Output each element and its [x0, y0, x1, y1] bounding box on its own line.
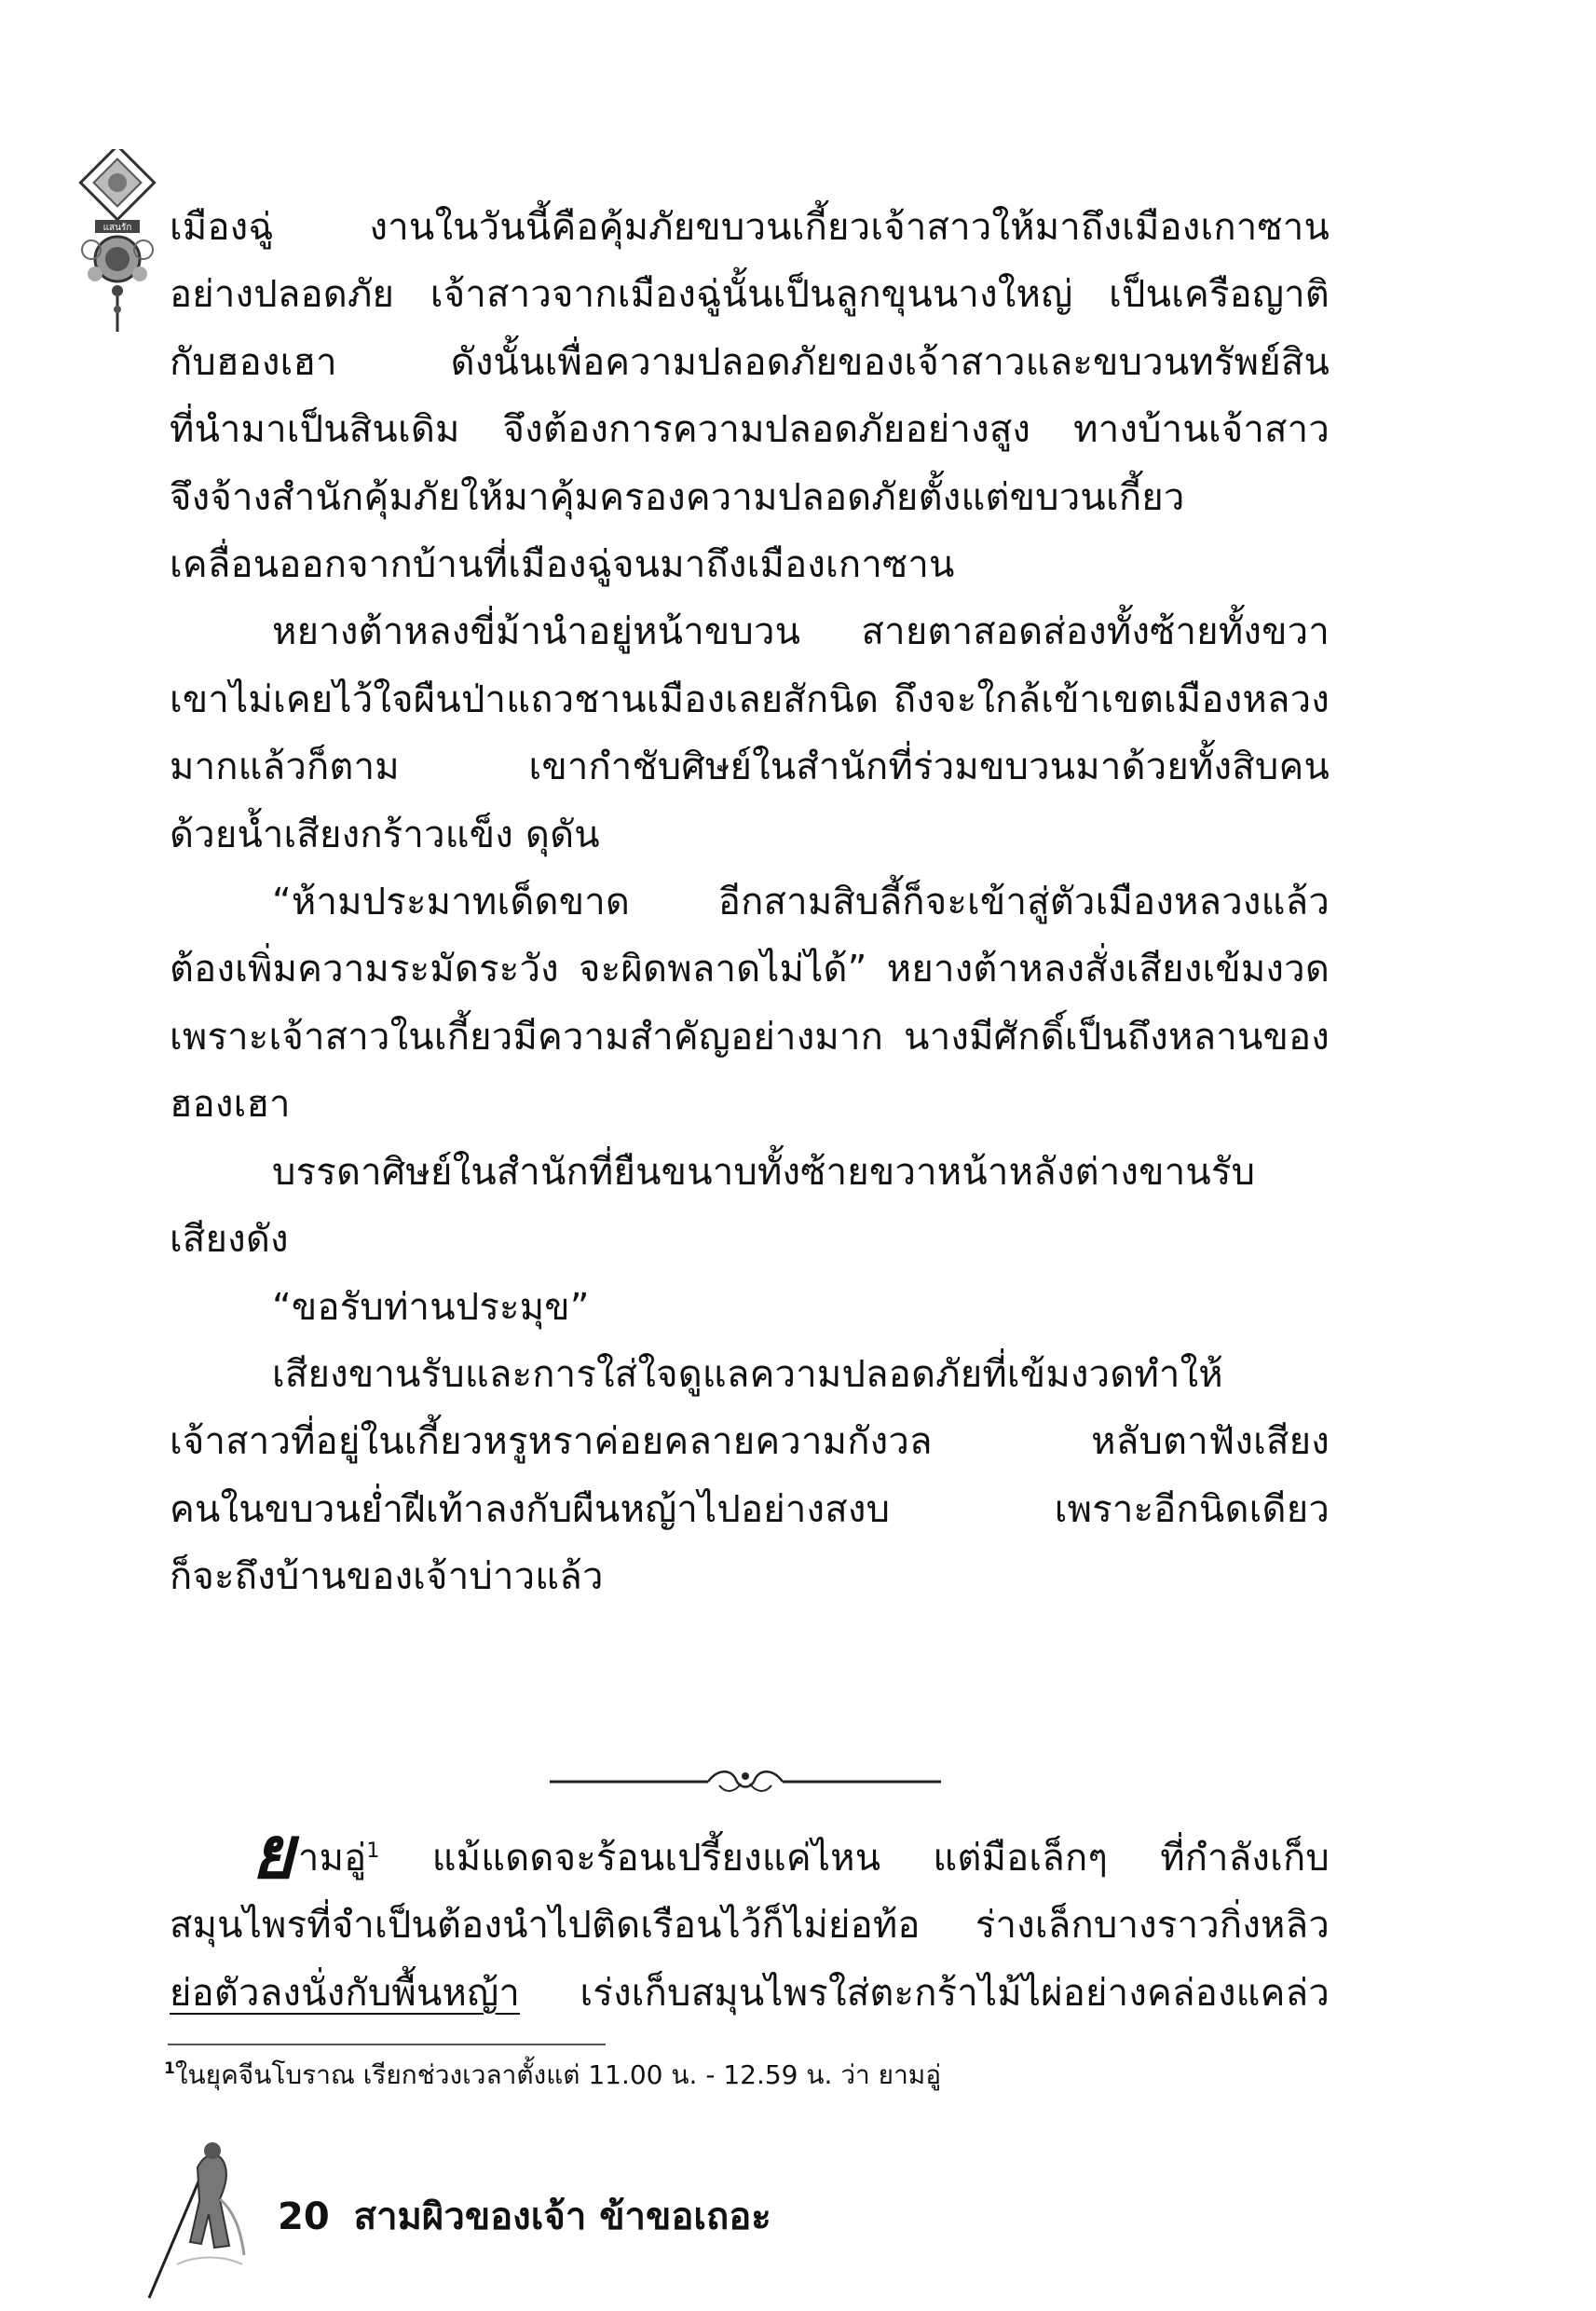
text-line: ก็จะถึงบ้านของเจ้าบ่าวแล้ว: [170, 1555, 604, 1599]
text-segment: แม้แดดจะร้อนเปรี้ยงแค่ไหน แต่มือเล็กๆ ที่กำลังเก็บ: [379, 1837, 1330, 1880]
running-footer: [278, 2186, 771, 2246]
swordsman-figure-illustration: [140, 2125, 252, 2302]
text-line: “ขอรับท่านประมุข”: [272, 1285, 590, 1329]
text-line: ที่นำมาเป็นสินเดิม จึงต้องการความปลอดภัยอย่างสูง ทางบ้านเจ้าสาว: [170, 408, 1330, 452]
footnote-marker: 1: [164, 2059, 175, 2078]
drop-cap: ย: [252, 1825, 294, 1893]
text-line: มากแล้วก็ตาม เขากำชับศิษย์ในสำนักที่ร่วมขบวนมาด้วยทั้งสิบคน: [170, 745, 1330, 789]
text-line: บรรดาศิษย์ในสำนักที่ยืนขนาบทั้งซ้ายขวาหน้าหลังต่างขานรับ: [272, 1150, 1256, 1194]
footnote-reference[interactable]: 1: [366, 1839, 380, 1863]
text-line: จึงจ้างสำนักคุ้มภัยให้มาคุ้มครองความปลอดภัยตั้งแต่ขบวนเกี้ยว: [170, 475, 1185, 519]
text-line: เจ้าสาวที่อยู่ในเกี้ยวหรูหราค่อยคลายความกังวล หลับตาฟังเสียง: [170, 1420, 1330, 1464]
text-line: ฮองเฮา: [170, 1083, 291, 1127]
text-line: สมุนไพรที่จำเป็นต้องนำไปติดเรือนไว้ก็ไม่ย่อท้อ ร่างเล็กบางราวกิ่งหลิว: [170, 1904, 1330, 1948]
page-number: 20: [278, 2195, 330, 2238]
text-line: ต้องเพิ่มความระมัดระวัง จะผิดพลาดไม่ได้” หยางต้าหลงสั่งเสียงเข้มงวด: [170, 948, 1330, 991]
publisher-emblem-ornament: [63, 149, 175, 335]
first-word: ามอู่: [297, 1837, 367, 1880]
section-opening-line: [170, 1825, 1330, 1892]
book-title: สามผิวของเจ้า ข้าขอเถอะ: [353, 2195, 771, 2238]
main-text-body: [170, 194, 1330, 1611]
text-line: คนในขบวนย่ำฝีเท้าลงกับผืนหญ้าไปอย่างสงบ เพราะอีกนิดเดียว: [170, 1487, 1330, 1531]
text-line: อย่างปลอดภัย เจ้าสาวจากเมืองฉู่นั้นเป็นลูกขุนนางใหญ่ เป็นเครือญาติ: [170, 273, 1330, 317]
text-line: เขาไม่เคยไว้ใจผืนป่าแถวชานเมืองเลยสักนิด ถึงจะใกล้เข้าเขตเมืองหลวง: [170, 677, 1330, 721]
text-segment: เร่งเก็บสมุนไพรใส่ตะกร้าไม้ไผ่อย่างคล่องแคล่ว: [520, 1971, 1330, 2015]
text-line: หยางต้าหลงขี่ม้านำอยู่หน้าขบวน สายตาสอดส่องทั้งซ้ายทั้งขวา: [272, 610, 1330, 654]
underlined-phrase: ย่อตัวลงนั่งกับพื้นหญ้า: [170, 1971, 521, 2015]
text-line: เสียงขานรับและการใส่ใจดูแลความปลอดภัยที่เข้มงวดทำให้: [272, 1352, 1223, 1396]
text-line: [170, 1960, 1330, 2027]
text-line: เพราะเจ้าสาวในเกี้ยวมีความสำคัญอย่างมาก นางมีศักดิ์เป็นถึงหลานของ: [170, 1015, 1330, 1059]
new-section-text: [170, 1825, 1330, 2027]
footnote-rule: [168, 2044, 606, 2045]
text-line: เมืองฉู่ งานในวันนี้คือคุ้มภัยขบวนเกี้ยวเจ้าสาวให้มาถึงเมืองเกาซาน: [170, 206, 1330, 249]
emblem-label: แสนรัก: [102, 223, 132, 233]
section-divider-ornament: [550, 1763, 941, 1800]
footnote-text: ในยุคจีนโบราณ เรียกช่วงเวลาตั้งแต่ 11.00 น. - 12.59 น. ว่า ยามอู่: [174, 2059, 942, 2090]
footnote: [164, 2055, 1282, 2096]
text-line: “ห้ามประมาทเด็ดขาด อีกสามสิบลี้ก็จะเข้าสู่ตัวเมืองหลวงแล้ว: [272, 881, 1330, 924]
text-line: เคลื่อนออกจากบ้านที่เมืองฉู่จนมาถึงเมืองเกาซาน: [170, 543, 955, 587]
text-line: เสียงดัง: [170, 1218, 289, 1262]
text-line: ด้วยน้ำเสียงกร้าวแข็ง ดุดัน: [170, 813, 600, 856]
text-line: กับฮองเฮา ดังนั้นเพื่อความปลอดภัยของเจ้าสาวและขบวนทรัพย์สิน: [170, 340, 1330, 384]
